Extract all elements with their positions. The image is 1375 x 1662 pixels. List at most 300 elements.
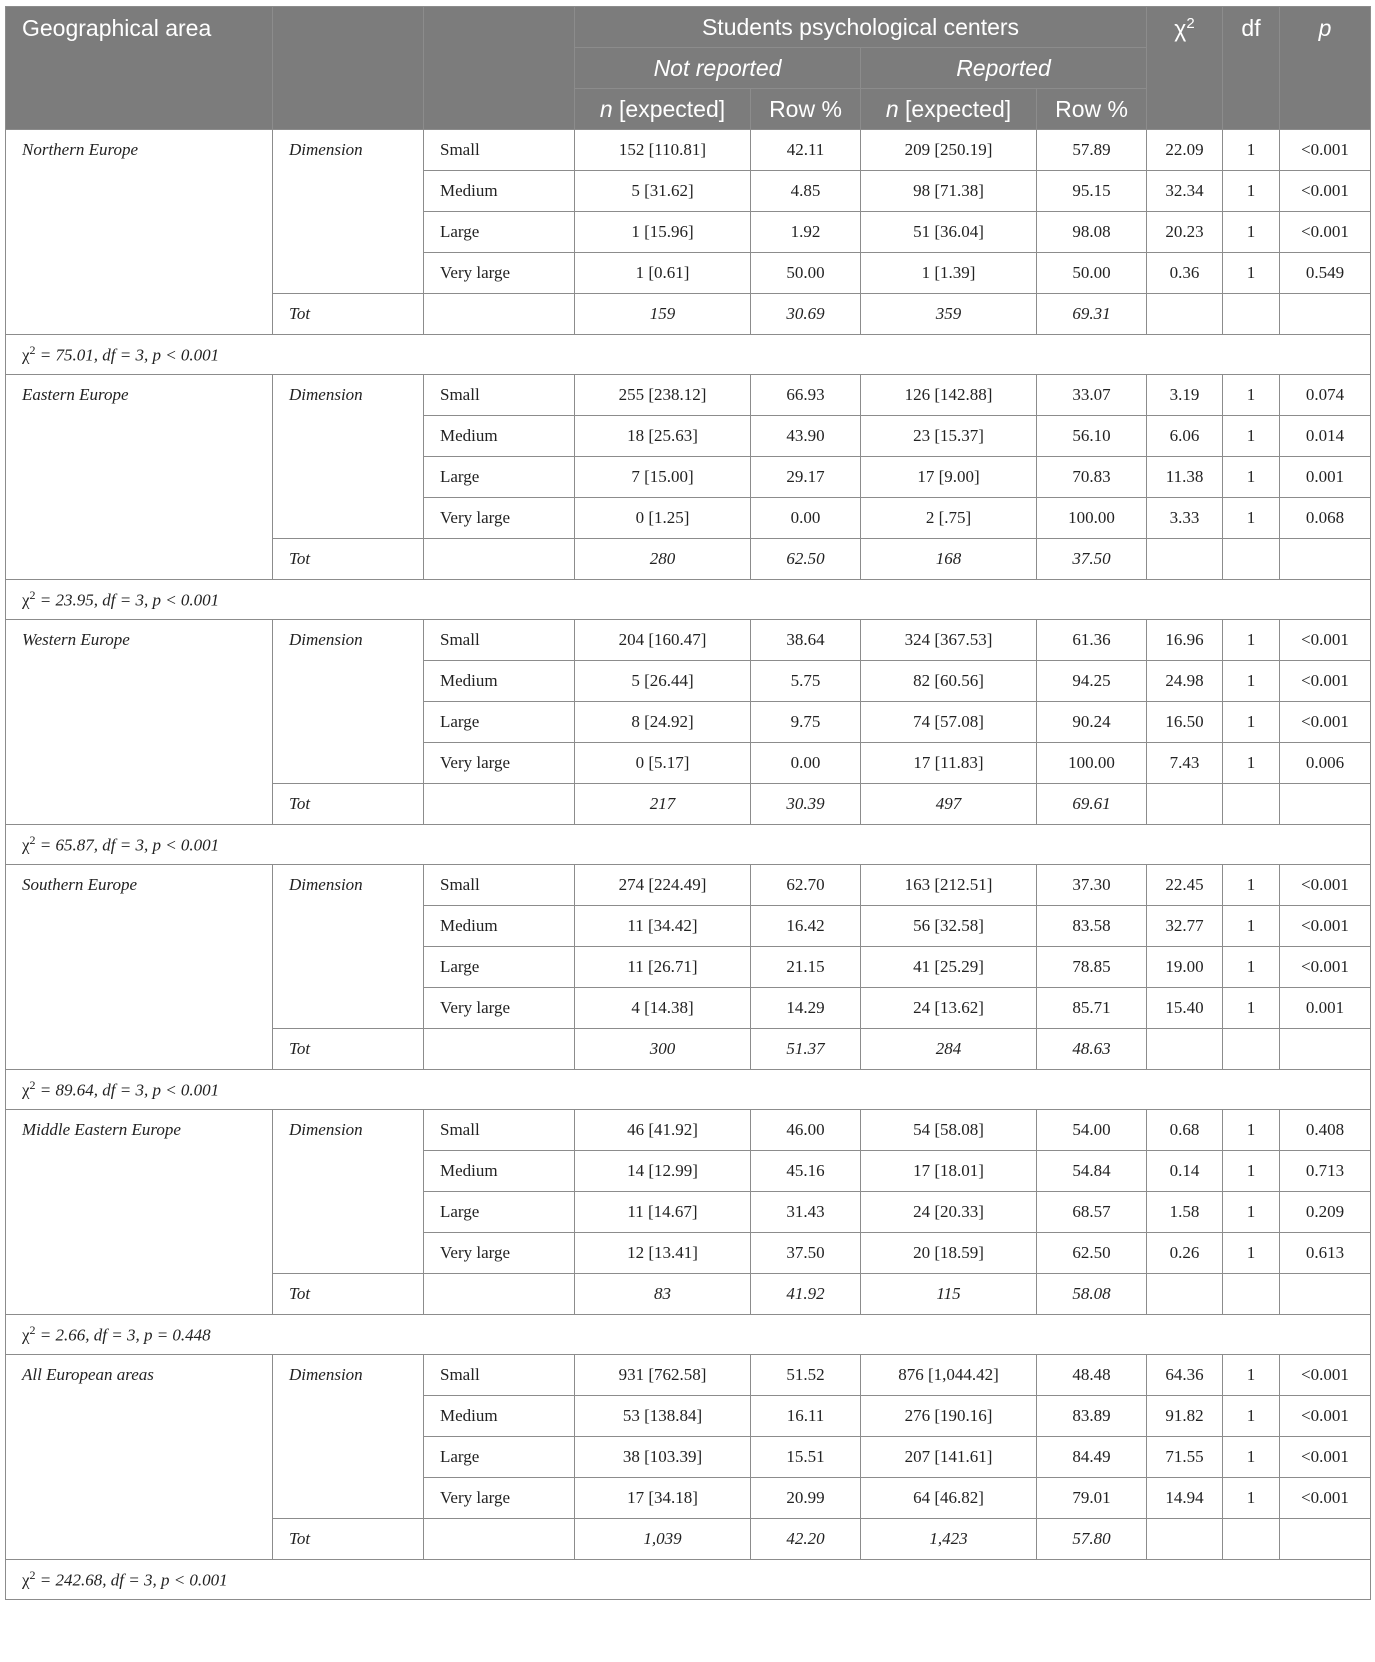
chi-square-cell: 16.96 bbox=[1147, 620, 1223, 661]
total-row-pct-reported-cell: 57.80 bbox=[1037, 1519, 1147, 1560]
p-value-cell: <0.001 bbox=[1280, 620, 1371, 661]
dimension-cell: Dimension bbox=[273, 620, 424, 784]
chi-square-cell: 32.34 bbox=[1147, 171, 1223, 212]
total-n-expected-reported-cell: 359 bbox=[861, 294, 1037, 335]
total-row-pct-not-reported-cell: 41.92 bbox=[751, 1274, 861, 1315]
total-label-cell: Tot bbox=[273, 1519, 424, 1560]
empty-cell bbox=[1147, 1519, 1223, 1560]
chi-superscript: 2 bbox=[29, 1078, 36, 1093]
chi-square-summary-text: = 242.68, df = 3, p < 0.001 bbox=[39, 1570, 228, 1590]
df-cell: 1 bbox=[1223, 1478, 1280, 1519]
chi-square-cell: 91.82 bbox=[1147, 1396, 1223, 1437]
row-pct-not-reported-cell: 37.50 bbox=[751, 1233, 861, 1274]
n-expected-reported-cell: 17 [9.00] bbox=[861, 457, 1037, 498]
chi-square-summary bbox=[6, 1315, 1371, 1355]
empty-cell bbox=[1223, 1274, 1280, 1315]
df-cell: 1 bbox=[1223, 620, 1280, 661]
chi-square-summary bbox=[6, 825, 1371, 865]
n-expected-not-reported-cell: 4 [14.38] bbox=[575, 988, 751, 1029]
n-expected-not-reported-cell: 14 [12.99] bbox=[575, 1151, 751, 1192]
chi-square-cell: 0.14 bbox=[1147, 1151, 1223, 1192]
n-expected-reported-cell: 24 [20.33] bbox=[861, 1192, 1037, 1233]
p-value-cell: 0.068 bbox=[1280, 498, 1371, 539]
row-pct-not-reported-cell: 66.93 bbox=[751, 375, 861, 416]
p-value-cell: <0.001 bbox=[1280, 1396, 1371, 1437]
n-expected-reported-cell: 324 [367.53] bbox=[861, 620, 1037, 661]
n-expected-not-reported-cell: 0 [5.17] bbox=[575, 743, 751, 784]
row-pct-not-reported-cell: 21.15 bbox=[751, 947, 861, 988]
n-italic: n bbox=[599, 95, 613, 122]
n-expected-not-reported-cell: 18 [25.63] bbox=[575, 416, 751, 457]
table-body bbox=[6, 130, 1371, 1600]
header-not-reported bbox=[575, 48, 861, 89]
n-expected-not-reported-cell: 274 [224.49] bbox=[575, 865, 751, 906]
table-row bbox=[6, 130, 1371, 171]
n-expected-not-reported-cell: 11 [26.71] bbox=[575, 947, 751, 988]
chi-square-cell: 22.09 bbox=[1147, 130, 1223, 171]
total-n-expected-not-reported-cell: 1,039 bbox=[575, 1519, 751, 1560]
category-cell: Large bbox=[424, 947, 575, 988]
p-value-cell: <0.001 bbox=[1280, 1355, 1371, 1396]
p-value-cell: 0.001 bbox=[1280, 457, 1371, 498]
row-pct-reported-cell: 94.25 bbox=[1037, 661, 1147, 702]
df-cell: 1 bbox=[1223, 498, 1280, 539]
df-cell: 1 bbox=[1223, 988, 1280, 1029]
row-pct-reported-cell: 61.36 bbox=[1037, 620, 1147, 661]
empty-cell bbox=[1223, 784, 1280, 825]
chi-square-cell: 11.38 bbox=[1147, 457, 1223, 498]
total-row-pct-not-reported-cell: 42.20 bbox=[751, 1519, 861, 1560]
dimension-cell: Dimension bbox=[273, 1110, 424, 1274]
total-label-cell: Tot bbox=[273, 294, 424, 335]
category-cell: Medium bbox=[424, 906, 575, 947]
df-cell: 1 bbox=[1223, 1396, 1280, 1437]
chi-symbol: χ bbox=[22, 1325, 30, 1345]
n-expected-reported-cell: 209 [250.19] bbox=[861, 130, 1037, 171]
n-expected-reported-cell: 64 [46.82] bbox=[861, 1478, 1037, 1519]
geographical-area-cell: Western Europe bbox=[6, 620, 273, 825]
row-pct-not-reported-cell: 1.92 bbox=[751, 212, 861, 253]
chi-superscript: 2 bbox=[1186, 15, 1195, 32]
n-expected-reported-cell: 56 [32.58] bbox=[861, 906, 1037, 947]
geographical-area-cell: Northern Europe bbox=[6, 130, 273, 335]
chi-square-summary-text: = 65.87, df = 3, p < 0.001 bbox=[39, 835, 220, 855]
category-cell: Large bbox=[424, 1437, 575, 1478]
category-cell: Medium bbox=[424, 416, 575, 457]
header-row-pct-reported: Row % bbox=[1037, 89, 1147, 130]
row-pct-reported-cell: 48.48 bbox=[1037, 1355, 1147, 1396]
n-expected-reported-cell: 82 [60.56] bbox=[861, 661, 1037, 702]
p-value-cell: 0.713 bbox=[1280, 1151, 1371, 1192]
row-pct-reported-cell: 84.49 bbox=[1037, 1437, 1147, 1478]
df-cell: 1 bbox=[1223, 1192, 1280, 1233]
chi-square-cell: 1.58 bbox=[1147, 1192, 1223, 1233]
category-cell: Small bbox=[424, 1110, 575, 1151]
p-value-cell: <0.001 bbox=[1280, 661, 1371, 702]
empty-cell bbox=[1147, 1029, 1223, 1070]
n-expected-reported-cell: 23 [15.37] bbox=[861, 416, 1037, 457]
empty-cell bbox=[1223, 1519, 1280, 1560]
n-expected-reported-cell: 1 [1.39] bbox=[861, 253, 1037, 294]
row-pct-reported-cell: 98.08 bbox=[1037, 212, 1147, 253]
empty-cell bbox=[1280, 784, 1371, 825]
n-expected-reported-cell: 163 [212.51] bbox=[861, 865, 1037, 906]
df-cell: 1 bbox=[1223, 171, 1280, 212]
n-expected-not-reported-cell: 8 [24.92] bbox=[575, 702, 751, 743]
table-row bbox=[6, 375, 1371, 416]
p-value-cell: <0.001 bbox=[1280, 702, 1371, 743]
chi-symbol: χ bbox=[22, 590, 30, 610]
header-row-pct-not-reported: Row % bbox=[751, 89, 861, 130]
category-cell: Very large bbox=[424, 1478, 575, 1519]
empty-cell bbox=[1280, 539, 1371, 580]
empty-cell bbox=[1147, 784, 1223, 825]
chi-square-cell: 6.06 bbox=[1147, 416, 1223, 457]
df-cell: 1 bbox=[1223, 865, 1280, 906]
total-n-expected-not-reported-cell: 83 bbox=[575, 1274, 751, 1315]
n-expected-not-reported-cell: 46 [41.92] bbox=[575, 1110, 751, 1151]
p-value-cell: <0.001 bbox=[1280, 171, 1371, 212]
empty-cell bbox=[1223, 294, 1280, 335]
table-row bbox=[6, 620, 1371, 661]
p-value-cell: <0.001 bbox=[1280, 947, 1371, 988]
total-label-cell: Tot bbox=[273, 1274, 424, 1315]
row-pct-reported-cell: 70.83 bbox=[1037, 457, 1147, 498]
n-expected-reported-cell: 2 [.75] bbox=[861, 498, 1037, 539]
category-cell: Small bbox=[424, 375, 575, 416]
chi-square-cell: 22.45 bbox=[1147, 865, 1223, 906]
row-pct-not-reported-cell: 29.17 bbox=[751, 457, 861, 498]
row-pct-not-reported-cell: 51.52 bbox=[751, 1355, 861, 1396]
category-cell: Small bbox=[424, 1355, 575, 1396]
p-value-cell: 0.408 bbox=[1280, 1110, 1371, 1151]
summary-row bbox=[6, 1560, 1371, 1600]
dimension-cell: Dimension bbox=[273, 1355, 424, 1519]
df-cell: 1 bbox=[1223, 416, 1280, 457]
p-value-cell: 0.006 bbox=[1280, 743, 1371, 784]
summary-row bbox=[6, 1070, 1371, 1110]
row-pct-reported-cell: 54.00 bbox=[1037, 1110, 1147, 1151]
header-df: df bbox=[1223, 7, 1280, 130]
df-cell: 1 bbox=[1223, 253, 1280, 294]
table-row bbox=[6, 865, 1371, 906]
chi-symbol: χ bbox=[1174, 15, 1187, 42]
df-cell: 1 bbox=[1223, 1355, 1280, 1396]
total-label-cell: Tot bbox=[273, 539, 424, 580]
row-pct-not-reported-cell: 16.42 bbox=[751, 906, 861, 947]
empty-cell bbox=[424, 294, 575, 335]
dimension-cell: Dimension bbox=[273, 865, 424, 1029]
header-empty-cell bbox=[273, 7, 424, 130]
total-row-pct-reported-cell: 37.50 bbox=[1037, 539, 1147, 580]
row-pct-not-reported-cell: 5.75 bbox=[751, 661, 861, 702]
expected-label: [expected] bbox=[612, 95, 726, 122]
row-pct-not-reported-cell: 46.00 bbox=[751, 1110, 861, 1151]
n-expected-not-reported-cell: 931 [762.58] bbox=[575, 1355, 751, 1396]
total-n-expected-reported-cell: 284 bbox=[861, 1029, 1037, 1070]
expected-label: [expected] bbox=[898, 95, 1012, 122]
reported-label: Reported bbox=[956, 54, 1051, 81]
category-cell: Small bbox=[424, 865, 575, 906]
category-cell: Small bbox=[424, 620, 575, 661]
total-label-cell: Tot bbox=[273, 784, 424, 825]
row-pct-not-reported-cell: 31.43 bbox=[751, 1192, 861, 1233]
total-n-expected-not-reported-cell: 280 bbox=[575, 539, 751, 580]
category-cell: Medium bbox=[424, 1396, 575, 1437]
chi-square-summary-text: = 89.64, df = 3, p < 0.001 bbox=[39, 1080, 220, 1100]
df-cell: 1 bbox=[1223, 702, 1280, 743]
header-empty-cell bbox=[424, 7, 575, 130]
n-expected-not-reported-cell: 1 [15.96] bbox=[575, 212, 751, 253]
chi-square-cell: 0.26 bbox=[1147, 1233, 1223, 1274]
row-pct-reported-cell: 68.57 bbox=[1037, 1192, 1147, 1233]
df-cell: 1 bbox=[1223, 1437, 1280, 1478]
geographical-area-cell: Eastern Europe bbox=[6, 375, 273, 580]
chi-symbol: χ bbox=[22, 1570, 30, 1590]
df-cell: 1 bbox=[1223, 743, 1280, 784]
chi-square-cell: 0.68 bbox=[1147, 1110, 1223, 1151]
n-expected-reported-cell: 20 [18.59] bbox=[861, 1233, 1037, 1274]
chi-superscript: 2 bbox=[29, 343, 36, 358]
header-chi-square bbox=[1147, 7, 1223, 130]
chi-square-cell: 64.36 bbox=[1147, 1355, 1223, 1396]
empty-cell bbox=[424, 1519, 575, 1560]
chi-symbol: χ bbox=[22, 1080, 30, 1100]
p-value-cell: <0.001 bbox=[1280, 906, 1371, 947]
row-pct-not-reported-cell: 62.70 bbox=[751, 865, 861, 906]
n-expected-reported-cell: 207 [141.61] bbox=[861, 1437, 1037, 1478]
n-expected-reported-cell: 41 [25.29] bbox=[861, 947, 1037, 988]
row-pct-reported-cell: 100.00 bbox=[1037, 498, 1147, 539]
row-pct-reported-cell: 57.89 bbox=[1037, 130, 1147, 171]
p-label: p bbox=[1318, 15, 1332, 41]
row-pct-reported-cell: 50.00 bbox=[1037, 253, 1147, 294]
total-row-pct-reported-cell: 48.63 bbox=[1037, 1029, 1147, 1070]
category-cell: Medium bbox=[424, 1151, 575, 1192]
empty-cell bbox=[424, 1274, 575, 1315]
n-expected-not-reported-cell: 11 [14.67] bbox=[575, 1192, 751, 1233]
empty-cell bbox=[1280, 294, 1371, 335]
chi-square-summary bbox=[6, 1560, 1371, 1600]
p-value-cell: <0.001 bbox=[1280, 1478, 1371, 1519]
row-pct-reported-cell: 83.58 bbox=[1037, 906, 1147, 947]
chi-square-cell: 15.40 bbox=[1147, 988, 1223, 1029]
summary-row bbox=[6, 580, 1371, 620]
header-students-psychological-centers: Students psychological centers bbox=[575, 7, 1147, 48]
empty-cell bbox=[424, 539, 575, 580]
results-table bbox=[5, 6, 1371, 1600]
row-pct-reported-cell: 83.89 bbox=[1037, 1396, 1147, 1437]
n-expected-not-reported-cell: 1 [0.61] bbox=[575, 253, 751, 294]
total-row-pct-not-reported-cell: 30.69 bbox=[751, 294, 861, 335]
n-expected-reported-cell: 17 [18.01] bbox=[861, 1151, 1037, 1192]
row-pct-not-reported-cell: 15.51 bbox=[751, 1437, 861, 1478]
chi-square-summary-text: = 75.01, df = 3, p < 0.001 bbox=[39, 345, 220, 365]
n-expected-reported-cell: 24 [13.62] bbox=[861, 988, 1037, 1029]
header-n-expected-not-reported bbox=[575, 89, 751, 130]
category-cell: Large bbox=[424, 457, 575, 498]
n-expected-reported-cell: 126 [142.88] bbox=[861, 375, 1037, 416]
table-header bbox=[6, 7, 1371, 130]
chi-symbol: χ bbox=[22, 345, 30, 365]
n-expected-reported-cell: 98 [71.38] bbox=[861, 171, 1037, 212]
empty-cell bbox=[1280, 1029, 1371, 1070]
n-expected-not-reported-cell: 5 [26.44] bbox=[575, 661, 751, 702]
row-pct-reported-cell: 95.15 bbox=[1037, 171, 1147, 212]
p-value-cell: <0.001 bbox=[1280, 865, 1371, 906]
geographical-area-cell: Southern Europe bbox=[6, 865, 273, 1070]
n-expected-not-reported-cell: 38 [103.39] bbox=[575, 1437, 751, 1478]
chi-superscript: 2 bbox=[29, 1568, 36, 1583]
total-n-expected-not-reported-cell: 217 bbox=[575, 784, 751, 825]
chi-square-summary bbox=[6, 580, 1371, 620]
empty-cell bbox=[1147, 294, 1223, 335]
row-pct-not-reported-cell: 14.29 bbox=[751, 988, 861, 1029]
n-expected-reported-cell: 54 [58.08] bbox=[861, 1110, 1037, 1151]
chi-square-cell: 3.33 bbox=[1147, 498, 1223, 539]
row-pct-not-reported-cell: 43.90 bbox=[751, 416, 861, 457]
n-expected-not-reported-cell: 11 [34.42] bbox=[575, 906, 751, 947]
row-pct-reported-cell: 33.07 bbox=[1037, 375, 1147, 416]
header-n-expected-reported bbox=[861, 89, 1037, 130]
category-cell: Small bbox=[424, 130, 575, 171]
total-label-cell: Tot bbox=[273, 1029, 424, 1070]
n-expected-not-reported-cell: 7 [15.00] bbox=[575, 457, 751, 498]
total-n-expected-not-reported-cell: 159 bbox=[575, 294, 751, 335]
chi-square-cell: 20.23 bbox=[1147, 212, 1223, 253]
p-value-cell: <0.001 bbox=[1280, 1437, 1371, 1478]
n-expected-not-reported-cell: 17 [34.18] bbox=[575, 1478, 751, 1519]
empty-cell bbox=[1223, 539, 1280, 580]
df-cell: 1 bbox=[1223, 1151, 1280, 1192]
category-cell: Very large bbox=[424, 498, 575, 539]
empty-cell bbox=[1223, 1029, 1280, 1070]
p-value-cell: 0.001 bbox=[1280, 988, 1371, 1029]
p-value-cell: 0.014 bbox=[1280, 416, 1371, 457]
chi-symbol: χ bbox=[22, 835, 30, 855]
empty-cell bbox=[424, 784, 575, 825]
chi-square-cell: 32.77 bbox=[1147, 906, 1223, 947]
empty-cell bbox=[1147, 539, 1223, 580]
chi-square-summary bbox=[6, 1070, 1371, 1110]
p-value-cell: <0.001 bbox=[1280, 130, 1371, 171]
row-pct-not-reported-cell: 42.11 bbox=[751, 130, 861, 171]
total-row-pct-not-reported-cell: 51.37 bbox=[751, 1029, 861, 1070]
chi-square-summary-text: = 2.66, df = 3, p = 0.448 bbox=[39, 1325, 211, 1345]
table-row bbox=[6, 1110, 1371, 1151]
total-row-pct-not-reported-cell: 30.39 bbox=[751, 784, 861, 825]
category-cell: Medium bbox=[424, 171, 575, 212]
row-pct-reported-cell: 62.50 bbox=[1037, 1233, 1147, 1274]
row-pct-not-reported-cell: 16.11 bbox=[751, 1396, 861, 1437]
header-reported bbox=[861, 48, 1147, 89]
total-n-expected-reported-cell: 168 bbox=[861, 539, 1037, 580]
header-p bbox=[1280, 7, 1371, 130]
n-expected-reported-cell: 17 [11.83] bbox=[861, 743, 1037, 784]
row-pct-not-reported-cell: 0.00 bbox=[751, 498, 861, 539]
row-pct-reported-cell: 85.71 bbox=[1037, 988, 1147, 1029]
empty-cell bbox=[424, 1029, 575, 1070]
geographical-area-cell: All European areas bbox=[6, 1355, 273, 1560]
df-cell: 1 bbox=[1223, 212, 1280, 253]
category-cell: Very large bbox=[424, 743, 575, 784]
n-expected-not-reported-cell: 152 [110.81] bbox=[575, 130, 751, 171]
n-expected-not-reported-cell: 204 [160.47] bbox=[575, 620, 751, 661]
category-cell: Large bbox=[424, 212, 575, 253]
n-italic: n bbox=[885, 95, 899, 122]
total-n-expected-reported-cell: 115 bbox=[861, 1274, 1037, 1315]
chi-square-cell: 19.00 bbox=[1147, 947, 1223, 988]
row-pct-reported-cell: 37.30 bbox=[1037, 865, 1147, 906]
row-pct-reported-cell: 100.00 bbox=[1037, 743, 1147, 784]
summary-row bbox=[6, 825, 1371, 865]
row-pct-not-reported-cell: 0.00 bbox=[751, 743, 861, 784]
row-pct-reported-cell: 54.84 bbox=[1037, 1151, 1147, 1192]
n-expected-reported-cell: 51 [36.04] bbox=[861, 212, 1037, 253]
category-cell: Large bbox=[424, 1192, 575, 1233]
p-value-cell: <0.001 bbox=[1280, 212, 1371, 253]
header-geographical-area: Geographical area bbox=[6, 7, 273, 130]
total-n-expected-reported-cell: 1,423 bbox=[861, 1519, 1037, 1560]
n-expected-not-reported-cell: 53 [138.84] bbox=[575, 1396, 751, 1437]
df-cell: 1 bbox=[1223, 947, 1280, 988]
n-expected-reported-cell: 276 [190.16] bbox=[861, 1396, 1037, 1437]
dimension-cell: Dimension bbox=[273, 375, 424, 539]
n-expected-not-reported-cell: 0 [1.25] bbox=[575, 498, 751, 539]
df-cell: 1 bbox=[1223, 906, 1280, 947]
not-reported-label: Not reported bbox=[653, 54, 782, 81]
df-cell: 1 bbox=[1223, 1233, 1280, 1274]
df-cell: 1 bbox=[1223, 375, 1280, 416]
p-value-cell: 0.074 bbox=[1280, 375, 1371, 416]
n-expected-not-reported-cell: 5 [31.62] bbox=[575, 171, 751, 212]
summary-row bbox=[6, 1315, 1371, 1355]
n-expected-reported-cell: 876 [1,044.42] bbox=[861, 1355, 1037, 1396]
chi-superscript: 2 bbox=[29, 833, 36, 848]
chi-square-summary-text: = 23.95, df = 3, p < 0.001 bbox=[39, 590, 220, 610]
row-pct-not-reported-cell: 9.75 bbox=[751, 702, 861, 743]
total-row-pct-reported-cell: 69.31 bbox=[1037, 294, 1147, 335]
p-value-cell: 0.613 bbox=[1280, 1233, 1371, 1274]
row-pct-not-reported-cell: 38.64 bbox=[751, 620, 861, 661]
category-cell: Very large bbox=[424, 253, 575, 294]
row-pct-reported-cell: 79.01 bbox=[1037, 1478, 1147, 1519]
chi-square-cell: 3.19 bbox=[1147, 375, 1223, 416]
category-cell: Very large bbox=[424, 988, 575, 1029]
chi-square-cell: 24.98 bbox=[1147, 661, 1223, 702]
row-pct-reported-cell: 56.10 bbox=[1037, 416, 1147, 457]
category-cell: Medium bbox=[424, 661, 575, 702]
chi-square-summary bbox=[6, 335, 1371, 375]
total-n-expected-not-reported-cell: 300 bbox=[575, 1029, 751, 1070]
total-n-expected-reported-cell: 497 bbox=[861, 784, 1037, 825]
row-pct-reported-cell: 90.24 bbox=[1037, 702, 1147, 743]
total-row-pct-not-reported-cell: 62.50 bbox=[751, 539, 861, 580]
table-row bbox=[6, 1355, 1371, 1396]
geographical-area-cell: Middle Eastern Europe bbox=[6, 1110, 273, 1315]
chi-square-cell: 7.43 bbox=[1147, 743, 1223, 784]
df-cell: 1 bbox=[1223, 661, 1280, 702]
n-expected-reported-cell: 74 [57.08] bbox=[861, 702, 1037, 743]
category-cell: Very large bbox=[424, 1233, 575, 1274]
chi-square-cell: 0.36 bbox=[1147, 253, 1223, 294]
df-cell: 1 bbox=[1223, 1110, 1280, 1151]
chi-square-cell: 14.94 bbox=[1147, 1478, 1223, 1519]
chi-square-cell: 71.55 bbox=[1147, 1437, 1223, 1478]
chi-square-cell: 16.50 bbox=[1147, 702, 1223, 743]
row-pct-not-reported-cell: 20.99 bbox=[751, 1478, 861, 1519]
p-value-cell: 0.549 bbox=[1280, 253, 1371, 294]
